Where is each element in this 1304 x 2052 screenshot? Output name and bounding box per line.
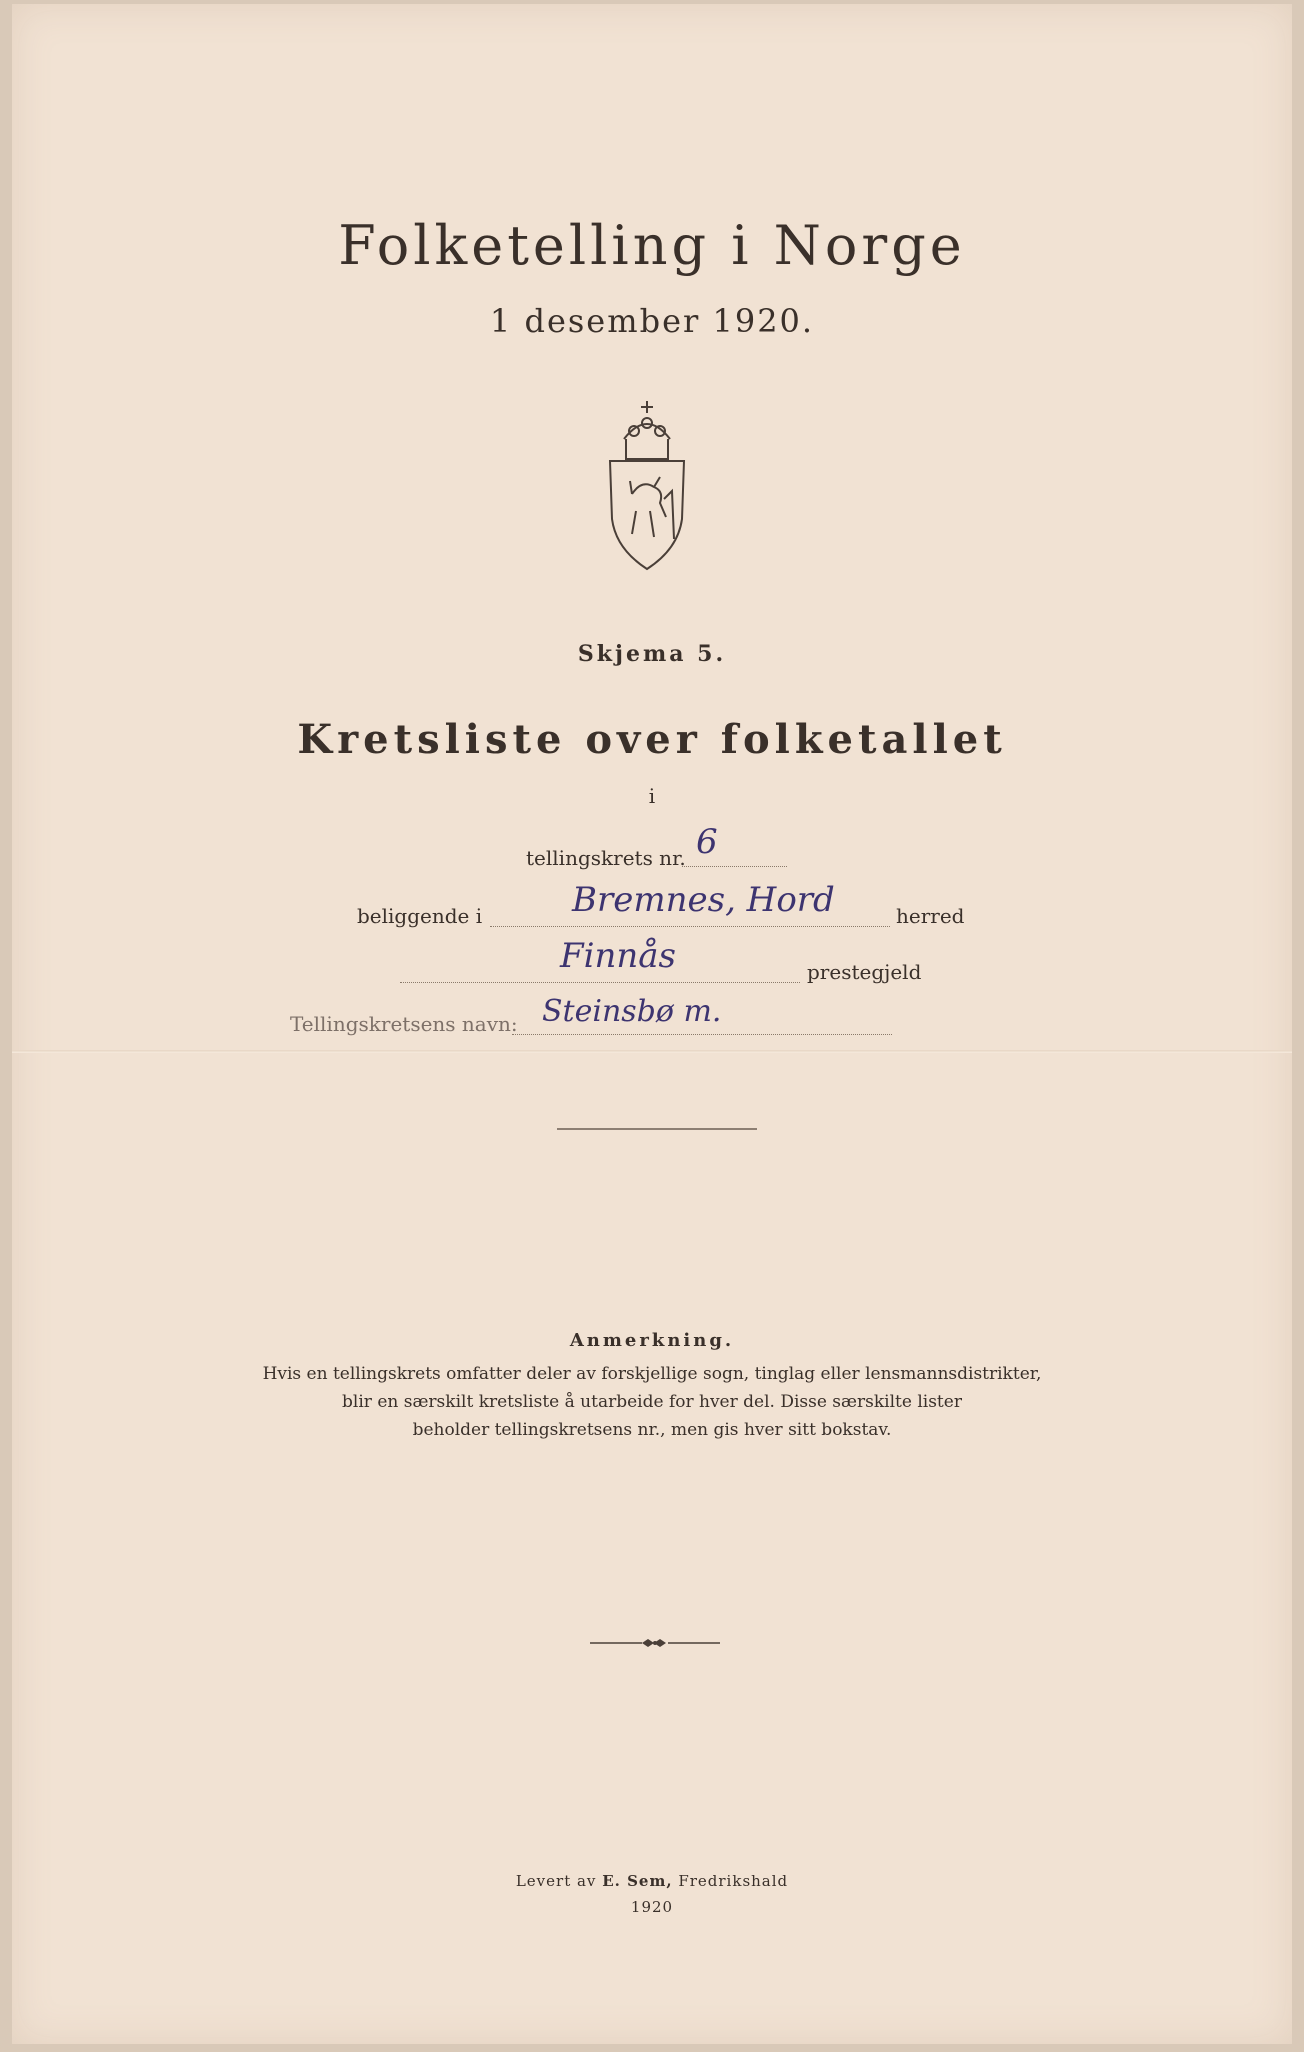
schema-label: Skjema 5. — [577, 641, 727, 667]
census-form-page — [12, 4, 1292, 2044]
norwegian-coat-of-arms-icon — [602, 399, 692, 574]
form-heading: Kretsliste over folketallet — [297, 716, 1007, 763]
census-date: 1 desember 1920. — [489, 302, 815, 340]
district-label: tellingskrets nr. — [526, 846, 686, 870]
ornament-divider-icon — [590, 1637, 720, 1649]
parish-value: Finnås — [560, 936, 676, 976]
connector-word: i — [648, 784, 656, 808]
note-heading: Anmerkning. — [569, 1330, 735, 1351]
parish-dotline — [400, 982, 800, 983]
note-line-3: beholder tellingskretsens nr., men gis hver sitt bokstav. — [412, 1420, 892, 1440]
printer-name: E. Sem, — [602, 1872, 673, 1890]
district-dotline — [682, 866, 787, 867]
printer-credit — [12, 1872, 1292, 1890]
name-label: Tellingskretsens navn: — [290, 1012, 518, 1036]
printer-place: Fredrikshald — [678, 1872, 789, 1890]
section-divider — [557, 1128, 757, 1130]
herred-label: herred — [896, 904, 965, 928]
name-value: Steinsbø m. — [542, 994, 722, 1029]
printer-prefix: Levert av — [515, 1872, 597, 1890]
page-title: Folketelling i Norge — [338, 214, 966, 277]
located-dotline — [490, 926, 890, 927]
name-dotline — [512, 1034, 892, 1035]
district-value: 6 — [696, 822, 718, 862]
located-value: Bremnes, Hord — [572, 880, 835, 920]
paper-fold — [12, 1050, 1292, 1053]
note-line-2: blir en særskilt kretsliste å utarbeide for hver del. Disse særskilte lister — [342, 1392, 962, 1412]
print-year: 1920 — [630, 1898, 674, 1916]
located-label: beliggende i — [357, 904, 483, 928]
note-line-1: Hvis en tellingskrets omfatter deler av forskjellige sogn, tinglag eller lensmannsdistrikter, — [262, 1364, 1042, 1384]
parish-label: prestegjeld — [807, 960, 922, 984]
